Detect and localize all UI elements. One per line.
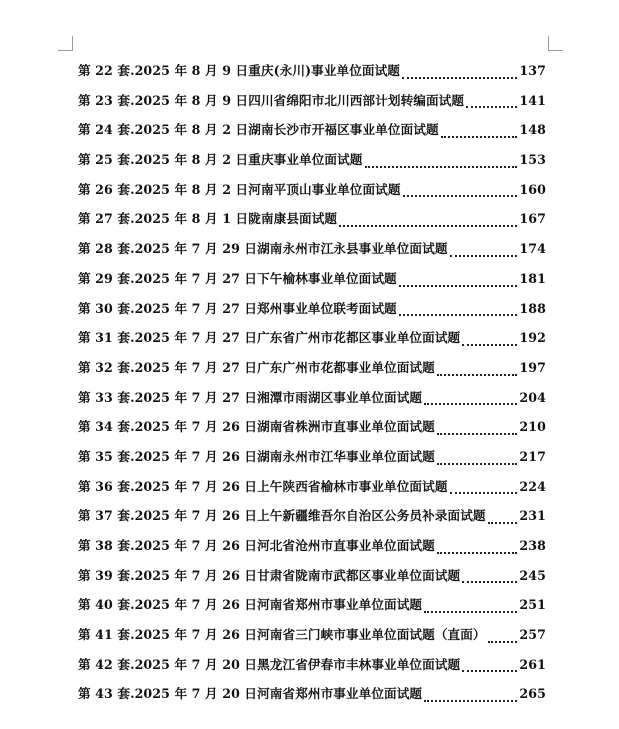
toc-entry[interactable]: [78, 149, 546, 179]
toc-entry[interactable]: [78, 387, 546, 417]
toc-entry[interactable]: [78, 179, 546, 209]
toc-leader-dots: [399, 284, 518, 287]
toc-entry-page: 245: [519, 567, 546, 583]
toc-leader-dots: [462, 580, 517, 583]
toc-entry-title: 第 33 套.2025 年 7 月 27 日湘潭市雨湖区事业单位面试题: [78, 389, 423, 405]
toc-entry-title: 第 34 套.2025 年 7 月 26 日湖南省株洲市直事业单位面试题: [78, 419, 435, 435]
toc-entry-title: 第 24 套.2025 年 8 月 2 日湖南长沙市开福区事业单位面试题: [78, 122, 439, 138]
toc-entry-title: 第 27 套.2025 年 8 月 1 日陇南康县面试题: [78, 211, 338, 227]
toc-entry-title: 第 30 套.2025 年 7 月 27 日郑州事业单位联考面试题: [78, 300, 397, 316]
toc-entry[interactable]: [78, 565, 546, 595]
toc-entry-title: 第 26 套.2025 年 8 月 2 日河南平顶山事业单位面试题: [78, 181, 401, 197]
toc-entry-title: 第 42 套.2025 年 7 月 20 日黑龙江省伊春市丰林事业单位面试题: [78, 656, 461, 672]
toc-leader-dots: [424, 699, 517, 702]
toc-entry-page: 148: [519, 122, 546, 138]
toc-entry-page: 167: [519, 211, 546, 227]
toc-entry-title: 第 43 套.2025 年 7 月 20 日河南省郑州市事业单位面试题: [78, 686, 423, 702]
toc-entry-title: 第 32 套.2025 年 7 月 27 日广东广州市花都事业单位面试题: [78, 359, 435, 375]
toc-entry-page: 188: [519, 300, 546, 316]
toc-entry[interactable]: [78, 298, 546, 328]
toc-entry-page: 261: [519, 656, 546, 672]
toc-leader-dots: [437, 432, 518, 435]
toc-entry-page: 224: [519, 478, 546, 494]
toc-entry-title: 第 41 套.2025 年 7 月 26 日河南省三门峡市事业单位面试题（直面）: [78, 627, 486, 643]
toc-entry-title: 第 40 套.2025 年 7 月 26 日河南省郑州市事业单位面试题: [78, 597, 423, 613]
crop-mark-top-right: [548, 36, 563, 51]
toc-leader-dots: [450, 491, 518, 494]
toc-entry-title: 第 22 套.2025 年 8 月 9 日重庆(永川)事业单位面试题: [78, 63, 400, 78]
toc-entry[interactable]: [78, 90, 546, 120]
toc-entry-title: 第 23 套.2025 年 8 月 9 日四川省绵阳市北川西部计划转编面试题: [78, 92, 465, 108]
toc-entry[interactable]: [78, 535, 546, 565]
toc-entry-page: 231: [519, 508, 546, 524]
toc-leader-dots: [424, 402, 517, 405]
toc-leader-dots: [365, 165, 518, 168]
toc-entry-page: 192: [519, 330, 546, 346]
toc-entry[interactable]: [78, 268, 546, 298]
toc-entry-page: 160: [519, 181, 546, 197]
toc-entry-title: 第 25 套.2025 年 8 月 2 日重庆事业单位面试题: [78, 152, 363, 168]
toc-leader-dots: [488, 521, 518, 524]
toc-entry-title: 第 36 套.2025 年 7 月 26 日上午陕西省榆林市事业单位面试题: [78, 478, 448, 494]
toc-entry-page: 181: [519, 270, 546, 286]
toc-entry-page: 204: [519, 389, 546, 405]
toc-entry[interactable]: [78, 624, 546, 654]
toc-leader-dots: [437, 462, 518, 465]
toc-entry[interactable]: [78, 416, 546, 446]
toc-leader-dots: [339, 224, 517, 227]
toc-entry-title: 第 38 套.2025 年 7 月 26 日河北省沧州市直事业单位面试题: [78, 538, 435, 553]
toc-entry[interactable]: [78, 357, 546, 387]
toc-leader-dots: [402, 76, 517, 79]
toc-entry[interactable]: [78, 119, 546, 149]
toc-entry-page: 153: [519, 152, 546, 168]
toc-leader-dots: [437, 551, 518, 554]
table-of-contents: [78, 60, 546, 713]
toc-leader-dots: [437, 373, 518, 376]
toc-entry-page: 141: [519, 92, 546, 108]
toc-entry-page: 217: [519, 448, 546, 464]
toc-leader-dots: [450, 254, 518, 257]
toc-leader-dots: [488, 640, 518, 643]
toc-entry-page: 137: [519, 63, 546, 78]
toc-leader-dots: [424, 610, 517, 613]
toc-entry[interactable]: [78, 476, 546, 506]
toc-entry-title: 第 39 套.2025 年 7 月 26 日甘肃省陇南市武都区事业单位面试题: [78, 567, 461, 583]
toc-leader-dots: [399, 313, 518, 316]
toc-entry[interactable]: [78, 594, 546, 624]
toc-entry-page: 197: [519, 359, 546, 375]
toc-entry[interactable]: [78, 327, 546, 357]
toc-entry-title: 第 37 套.2025 年 7 月 26 日上午新疆维吾尔自治区公务员补录面试题: [78, 508, 486, 524]
toc-entry-title: 第 31 套.2025 年 7 月 27 日广东省广州市花都区事业单位面试题: [78, 330, 461, 346]
toc-entry[interactable]: [78, 654, 546, 684]
toc-entry-page: 251: [519, 597, 546, 613]
toc-entry-page: 257: [519, 627, 546, 643]
toc-entry[interactable]: [78, 505, 546, 535]
toc-leader-dots: [466, 105, 517, 108]
toc-entry[interactable]: [78, 238, 546, 268]
toc-entry-page: 238: [519, 538, 546, 553]
toc-entry[interactable]: [78, 60, 546, 90]
toc-entry-title: 第 28 套.2025 年 7 月 29 日湖南永州市江永县事业单位面试题: [78, 241, 448, 257]
toc-entry-title: 第 35 套.2025 年 7 月 26 日湖南永州市江华事业单位面试题: [78, 448, 435, 464]
toc-entry-page: 265: [519, 686, 546, 702]
toc-leader-dots: [441, 135, 518, 138]
toc-entry-page: 174: [519, 241, 546, 257]
toc-entry[interactable]: [78, 683, 546, 713]
toc-leader-dots: [403, 194, 518, 197]
toc-leader-dots: [462, 669, 517, 672]
toc-entry[interactable]: [78, 446, 546, 476]
toc-entry-page: 210: [519, 419, 546, 435]
toc-entry-title: 第 29 套.2025 年 7 月 27 日下午榆林事业单位面试题: [78, 270, 397, 286]
crop-mark-top-left: [58, 36, 73, 51]
toc-entry[interactable]: [78, 208, 546, 238]
toc-leader-dots: [462, 343, 517, 346]
